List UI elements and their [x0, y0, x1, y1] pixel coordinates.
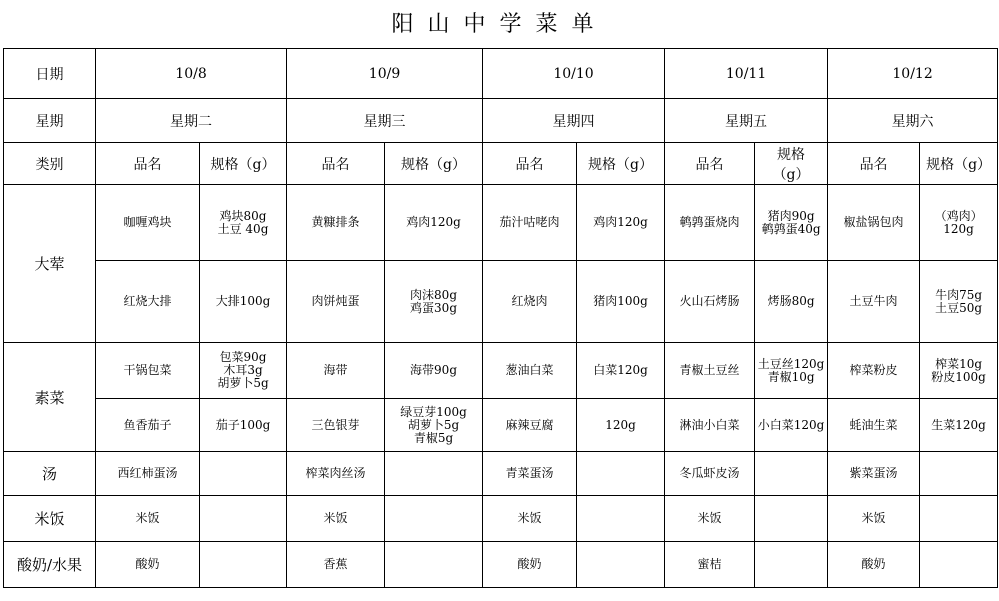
dish-spec — [385, 343, 483, 399]
menu-body — [4, 49, 998, 588]
dish-name: 葱油白菜 — [483, 343, 577, 399]
dish-spec — [755, 399, 828, 452]
soup-cell: 紫菜蛋汤 — [828, 452, 920, 496]
weekday-cell: 星期六 — [828, 99, 998, 143]
name-header: 品名 — [96, 143, 200, 185]
rice-cell-spec — [577, 496, 665, 542]
dish-spec — [577, 185, 665, 261]
yogurt-fruit-cell-spec — [920, 542, 998, 588]
dish-spec — [385, 399, 483, 452]
dish-spec — [755, 343, 828, 399]
yogurt-fruit-cell-spec — [200, 542, 287, 588]
dish-name: 三色银芽 — [287, 399, 385, 452]
category-main: 大荤 — [4, 185, 96, 343]
dish-name: 麻辣豆腐 — [483, 399, 577, 452]
spec-line: 猪肉100g — [593, 294, 648, 308]
dish-name: 青椒土豆丝 — [665, 343, 755, 399]
spec-line: 120g — [605, 417, 636, 432]
soup-cell: 榨菜肉丝汤 — [287, 452, 385, 496]
menu-table — [3, 48, 998, 588]
spec-line: 茄子100g — [215, 417, 271, 432]
spec-header-line: 规格 — [777, 146, 806, 163]
dish-name: 海带 — [287, 343, 385, 399]
dish-spec — [385, 261, 483, 343]
dish-spec — [200, 185, 287, 261]
soup-cell-spec — [200, 452, 287, 496]
soup-cell-spec — [577, 452, 665, 496]
yogurt-fruit-cell: 酸奶 — [483, 542, 577, 588]
rice-cell: 米饭 — [96, 496, 200, 542]
spec-line: 胡萝卜5g — [217, 376, 269, 390]
dish-name: 干锅包菜 — [96, 343, 200, 399]
category-rice: 米饭 — [4, 496, 96, 542]
name-header: 品名 — [828, 143, 920, 185]
rice-cell-spec — [920, 496, 998, 542]
weekday-cell: 星期四 — [483, 99, 665, 143]
dish-name: 榨菜粉皮 — [828, 343, 920, 399]
date-cell: 10/9 — [287, 49, 483, 99]
spec-line: 烤肠80g — [767, 294, 815, 308]
name-header: 品名 — [665, 143, 755, 185]
rice-cell: 米饭 — [483, 496, 577, 542]
dish-spec — [577, 261, 665, 343]
spec-line: 鸡蛋30g — [410, 300, 457, 315]
soup-cell: 青菜蛋汤 — [483, 452, 577, 496]
spec-line: 牛肉75g — [935, 287, 983, 302]
spec-line: 土豆50g — [935, 300, 983, 315]
dish-spec — [920, 261, 998, 343]
spec-line: 肉沫80g — [410, 287, 457, 302]
dish-name: 鹌鹑蛋烧肉 — [665, 185, 755, 261]
dish-name: 蚝油生菜 — [828, 399, 920, 452]
soup-cell-spec — [755, 452, 828, 496]
date-cell: 10/11 — [665, 49, 828, 99]
weekday-cell: 星期五 — [665, 99, 828, 143]
category-soup: 汤 — [4, 452, 96, 496]
dish-name: 椒盐锅包肉 — [828, 185, 920, 261]
dish-spec — [200, 343, 287, 399]
date-cell: 10/12 — [828, 49, 998, 99]
dish-spec — [920, 343, 998, 399]
rice-cell-spec — [385, 496, 483, 542]
dish-name: 咖喱鸡块 — [96, 185, 200, 261]
dish-spec — [200, 399, 287, 452]
spec-line: 榨菜10g — [935, 356, 983, 371]
rice-cell: 米饭 — [665, 496, 755, 542]
spec-header: 规格（g） — [200, 143, 287, 185]
spec-line: 鹌鹑蛋40g — [761, 221, 821, 236]
spec-line: 青椒5g — [413, 430, 454, 445]
dish-spec — [577, 399, 665, 452]
soup-cell: 冬瓜虾皮汤 — [665, 452, 755, 496]
soup-cell-spec — [385, 452, 483, 496]
name-header: 品名 — [483, 143, 577, 185]
dish-name: 鱼香茄子 — [96, 399, 200, 452]
spec-header: 规格（g） — [920, 143, 998, 185]
date-cell: 10/8 — [96, 49, 287, 99]
soup-cell-spec — [920, 452, 998, 496]
spec-line: 包菜90g — [219, 350, 267, 364]
spec-line: 粉皮100g — [931, 369, 986, 384]
yogurt-fruit-cell: 香蕉 — [287, 542, 385, 588]
dish-spec — [755, 261, 828, 343]
weekday-cell: 星期二 — [96, 99, 287, 143]
dish-spec — [200, 261, 287, 343]
dish-name: 茄汁咕咾肉 — [483, 185, 577, 261]
dish-name: 火山石烤肠 — [665, 261, 755, 343]
yogurt-fruit-cell-spec — [577, 542, 665, 588]
spec-line: 青椒10g — [767, 369, 815, 384]
spec-line: 鸡块80g — [219, 208, 267, 223]
dish-name: 淋油小白菜 — [665, 399, 755, 452]
spec-header-line: （g） — [772, 166, 810, 183]
yogurt-fruit-cell: 蜜桔 — [665, 542, 755, 588]
date-label: 日期 — [4, 49, 96, 99]
dish-spec — [920, 185, 998, 261]
dish-name: 红烧肉 — [483, 261, 577, 343]
rice-cell-spec — [200, 496, 287, 542]
category-label: 类别 — [4, 143, 96, 185]
yogurt-fruit-cell-spec — [755, 542, 828, 588]
weekday-cell: 星期三 — [287, 99, 483, 143]
name-header: 品名 — [287, 143, 385, 185]
spec-line: 海带90g — [410, 363, 457, 377]
dish-spec — [755, 185, 828, 261]
dish-spec — [577, 343, 665, 399]
spec-line: 鸡肉120g — [406, 215, 461, 229]
spec-header: 规格（g） — [385, 143, 483, 185]
dish-spec — [920, 399, 998, 452]
spec-header: 规格（g） — [577, 143, 665, 185]
weekday-label: 星期 — [4, 99, 96, 143]
dish-name: 土豆牛肉 — [828, 261, 920, 343]
spec-line: 土豆 40g — [217, 221, 269, 236]
spec-header — [755, 143, 828, 185]
spec-line: 土豆丝120g — [757, 356, 825, 371]
spec-line: 木耳3g — [223, 363, 263, 377]
spec-line: 生菜120g — [931, 417, 986, 432]
rice-cell: 米饭 — [828, 496, 920, 542]
yogurt-fruit-cell: 酸奶 — [828, 542, 920, 588]
spec-line: 猪肉90g — [767, 208, 815, 223]
yogurt-fruit-cell-spec — [385, 542, 483, 588]
dish-name: 黄糠排条 — [287, 185, 385, 261]
rice-cell: 米饭 — [287, 496, 385, 542]
yogurt-fruit-cell: 酸奶 — [96, 542, 200, 588]
category-veg: 素菜 — [4, 343, 96, 452]
spec-line: 小白菜120g — [757, 417, 825, 432]
spec-line: 绿豆芽100g — [400, 404, 467, 419]
soup-cell: 西红柿蛋汤 — [96, 452, 200, 496]
spec-line: 白菜120g — [593, 363, 648, 377]
rice-cell-spec — [755, 496, 828, 542]
menu-title: 阳山中学菜单 — [391, 12, 608, 37]
spec-line: 120g — [943, 221, 974, 236]
dish-name: 肉饼炖蛋 — [287, 261, 385, 343]
spec-line: 胡萝卜5g — [407, 417, 460, 432]
spec-line: 鸡肉120g — [593, 215, 648, 229]
spec-line: （鸡肉） — [934, 208, 983, 223]
spec-line: 大排100g — [215, 294, 271, 308]
date-cell: 10/10 — [483, 49, 665, 99]
dish-name: 红烧大排 — [96, 261, 200, 343]
category-yogurt-fruit: 酸奶/水果 — [4, 542, 96, 588]
dish-spec — [385, 185, 483, 261]
